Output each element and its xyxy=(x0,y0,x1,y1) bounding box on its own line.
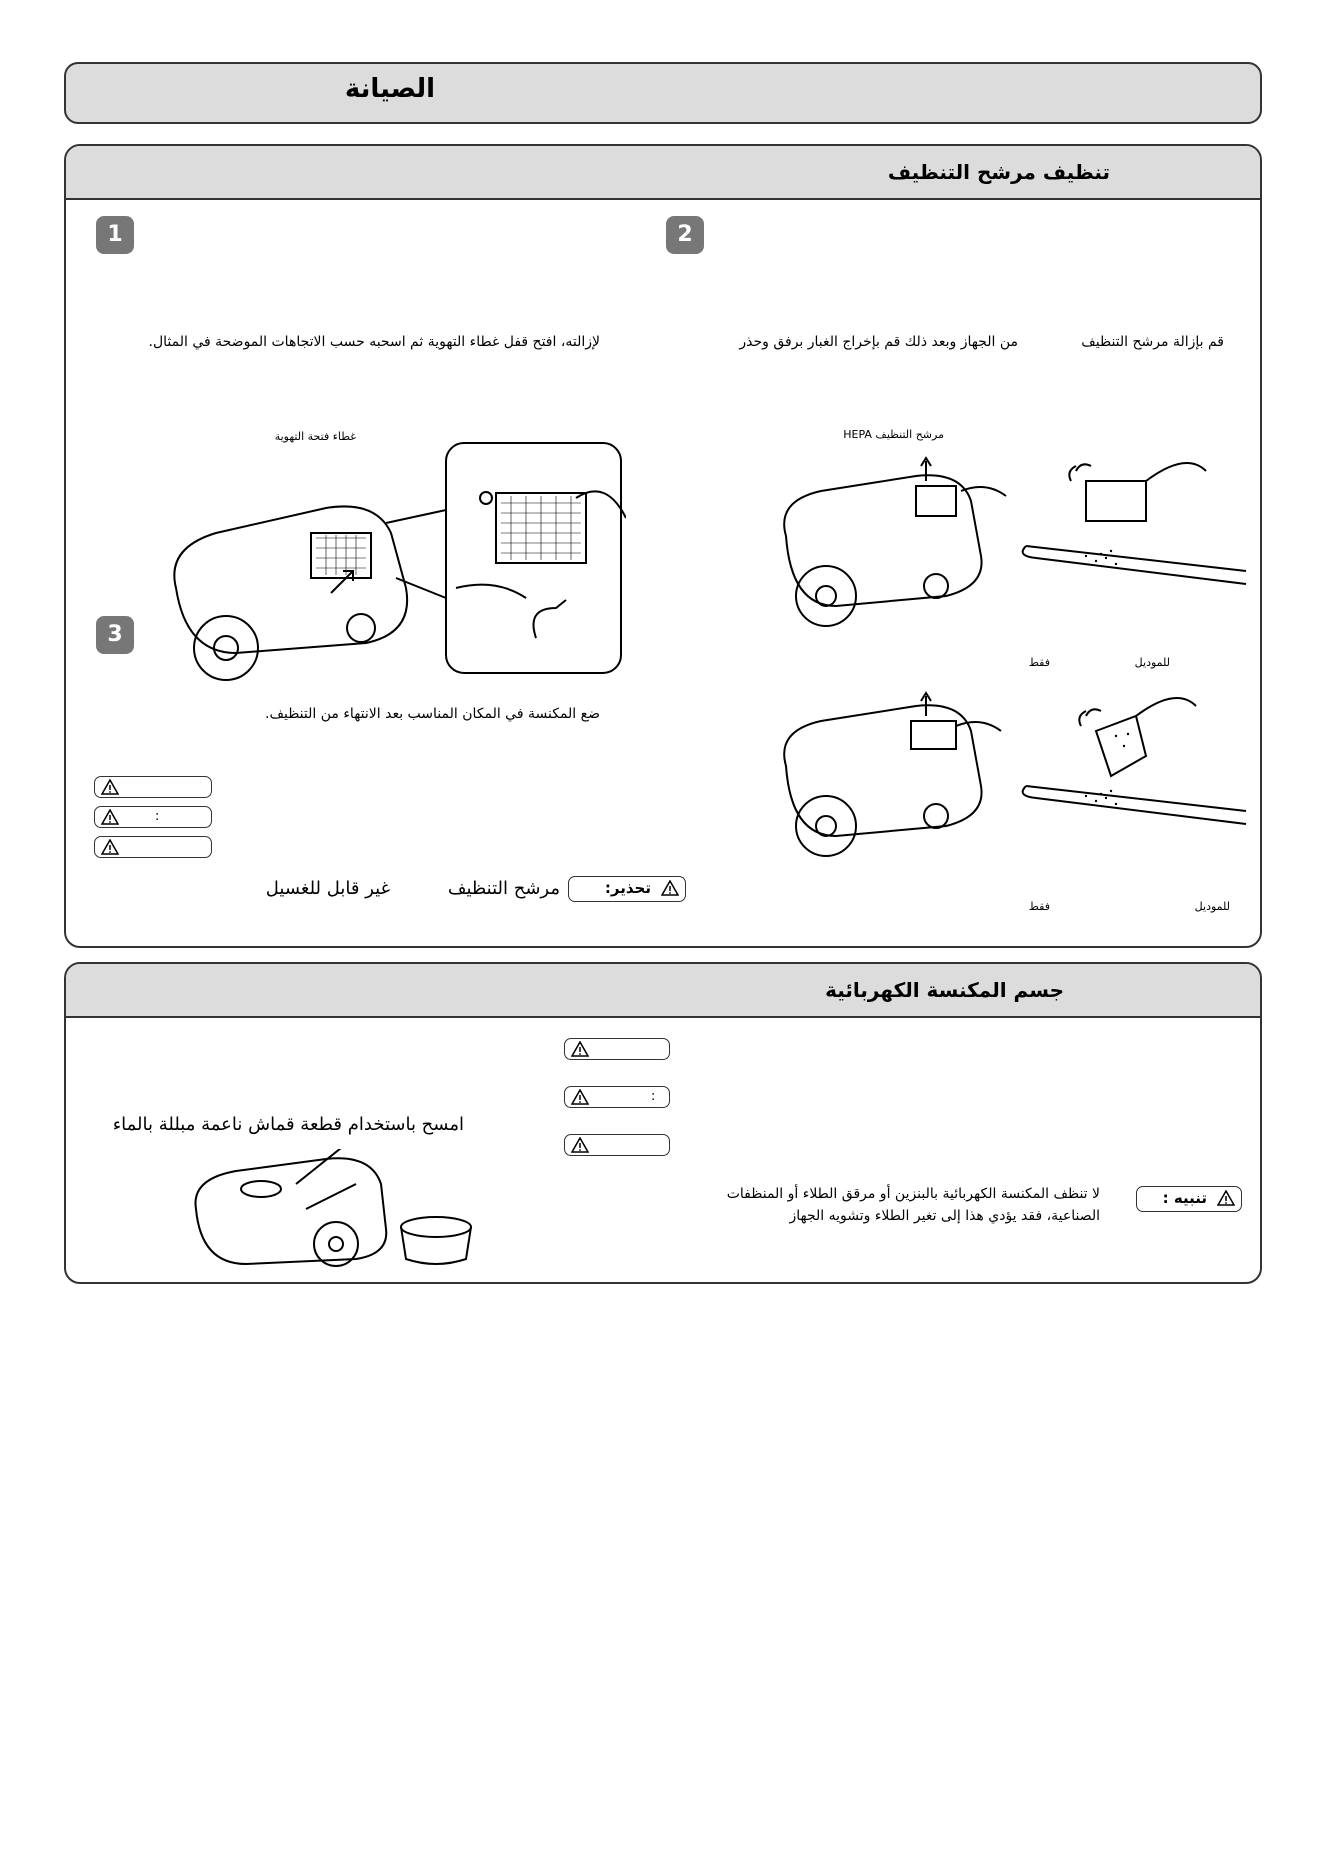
step-3-badge: 3 xyxy=(96,616,134,654)
wipe-instruction: امسح باستخدام قطعة قماش ناعمة مبللة بالماء xyxy=(112,1114,464,1135)
pill-colon: : xyxy=(651,1089,656,1104)
warning-label-pill xyxy=(568,876,686,902)
hepa-filter-illustration xyxy=(1016,446,1262,646)
caution-label: تنبيه : xyxy=(1162,1189,1207,1207)
warning-triangle-icon xyxy=(1217,1190,1235,1206)
caution-line-2: الصناعية، فقد يؤدي هذا إلى تغير الطلاء وتشويه الجهاز xyxy=(789,1208,1100,1224)
warning-triangle-icon xyxy=(101,809,119,825)
sponge-filter-illustration xyxy=(1016,686,1262,866)
warning-triangle-icon xyxy=(101,779,119,795)
warning-pill xyxy=(94,836,212,858)
warning-triangle-icon xyxy=(571,1137,589,1153)
vacuum-with-sponge-illustration xyxy=(766,686,1016,866)
model-note2-a: للموديل xyxy=(1194,900,1230,913)
section-header xyxy=(66,964,1260,1018)
filter-cleaning-section xyxy=(64,144,1262,948)
step-2-text-a: قم بإزالة مرشح التنظيف xyxy=(1081,334,1224,350)
model-note-a: للموديل xyxy=(1134,656,1170,669)
warning-text-a: مرشح التنظيف xyxy=(447,878,560,899)
caution-pill xyxy=(564,1038,670,1060)
warning-triangle-icon xyxy=(571,1041,589,1057)
caution-pill xyxy=(564,1086,670,1108)
section-heading: تنظيف مرشح التنظيف xyxy=(887,160,1110,184)
warning-label: تحذير: xyxy=(604,879,651,897)
step-1-badge: 1 xyxy=(96,216,134,254)
hepa-filter-callout: مرشح التنظيف HEPA xyxy=(843,428,944,441)
page-title: الصيانة xyxy=(344,74,436,104)
vent-cover-callout: غطاء فتحة التهوية xyxy=(274,430,356,443)
body-cleaning-section xyxy=(64,962,1262,1284)
warning-triangle-icon xyxy=(571,1089,589,1105)
warning-pill xyxy=(94,806,212,828)
caution-label-pill xyxy=(1136,1186,1242,1212)
warning-triangle-icon xyxy=(101,839,119,855)
caution-pill xyxy=(564,1134,670,1156)
warning-pill xyxy=(94,776,212,798)
step-1-text: لإزالته، افتح قفل غطاء التهوية ثم اسحبه حسب الاتجاهات الموضحة في المثال. xyxy=(148,334,600,350)
step-2-badge: 2 xyxy=(666,216,704,254)
vacuum-with-filter-illustration xyxy=(766,446,1016,646)
model-note-b: فقط xyxy=(1028,656,1050,669)
vacuum-wipe-illustration xyxy=(186,1149,486,1269)
caution-line-1: لا تنظف المكنسة الكهربائية بالبنزين أو مرقق الطلاء أو المنظفات xyxy=(726,1186,1100,1202)
warning-text-b: غير قابل للغسيل xyxy=(265,878,390,899)
section-heading: جسم المكنسة الكهربائية xyxy=(825,978,1064,1002)
warning-triangle-icon xyxy=(661,880,679,896)
model-note2-b: فقط xyxy=(1028,900,1050,913)
step-2-text-b: من الجهاز وبعد ذلك قم بإخراج الغبار برفق وحذر xyxy=(739,334,1018,350)
pill-colon: : xyxy=(155,809,160,824)
step-3-text: ضع المكنسة في المكان المناسب بعد الانتهاء من التنظيف. xyxy=(265,706,600,722)
vacuum-cleaner-illustration xyxy=(156,438,626,738)
